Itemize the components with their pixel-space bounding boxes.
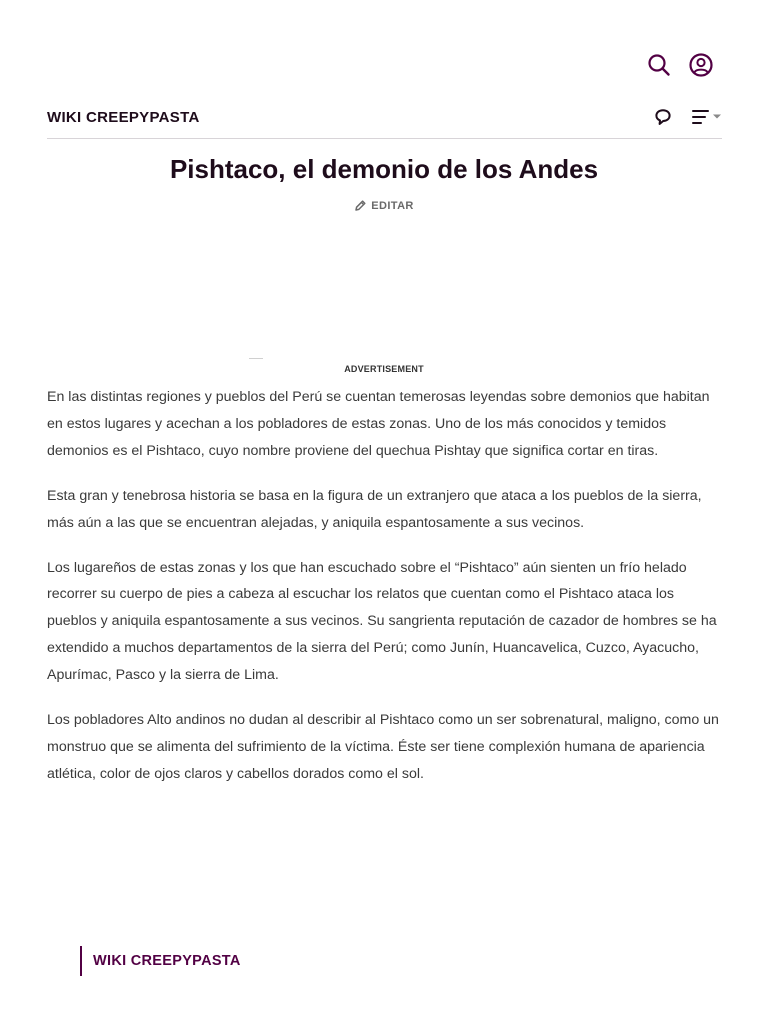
wiki-bar-actions bbox=[654, 108, 722, 126]
wiki-bar bbox=[47, 96, 722, 139]
menu-icon bbox=[692, 108, 722, 126]
global-actions bbox=[644, 50, 716, 80]
edit-label: EDITAR bbox=[371, 199, 414, 212]
footer-wiki-name: WIKI CREEPYPASTA bbox=[93, 953, 241, 969]
speech-bubble-icon bbox=[654, 108, 672, 126]
page-title: Pishtaco, el demonio de los Andes bbox=[169, 154, 599, 184]
edit-button[interactable] bbox=[0, 199, 768, 212]
footer-wiki-link[interactable] bbox=[80, 946, 241, 976]
discussions-button[interactable] bbox=[654, 108, 672, 126]
pencil-icon bbox=[354, 199, 367, 212]
search-button[interactable] bbox=[644, 50, 674, 80]
article-paragraph: Los lugareños de estas zonas y los que han escuchado sobre el “Pishtaco” aún sienten un frío helado recorrer su cuerpo de pies a cabeza al escuchar los relatos que cuentan como el Pishtaco ataca los pueblos y aniquila espantosamente a sus vecinos. Su sangrienta reputación de cazador de hombres se ha extendido a muchos departamentos de la sierra del Perú; como Junín, Huancavelica, Cuzco, Ayacucho, Apurímac, Pasco y la sierra de Lima. bbox=[47, 559, 717, 684]
article-paragraph: Esta gran y tenebrosa historia se basa en la figura de un extranjero que ataca a los pueblos de la sierra, más aún a las que se encuentran alejadas, y aniquila espantosamente a sus vecinos. bbox=[47, 487, 702, 531]
wiki-menu-button[interactable] bbox=[692, 108, 722, 126]
ad-divider bbox=[249, 358, 263, 359]
article-paragraph: Los pobladores Alto andinos no dudan al describir al Pishtaco como un ser sobrenatural, maligno, como un monstruo que se alimenta del sufrimiento de la víctima. Éste ser tiene complexión humana de apariencia atlética, color de ojos claros y cabellos dorados como el sol. bbox=[47, 712, 719, 782]
article-body bbox=[47, 384, 722, 806]
article-paragraph: En las distintas regiones y pueblos del Perú se cuentan temerosas leyendas sobre demonios que habitan en estos lugares y acechan a los pobladores de estas zonas. Uno de los más conocidos y temidos demonios es el Pishtaco, cuyo nombre proviene del quechua Pishtay que significa cortar en tiras. bbox=[47, 389, 710, 459]
search-icon bbox=[647, 53, 671, 77]
user-icon bbox=[688, 52, 714, 78]
user-account-button[interactable] bbox=[686, 50, 716, 80]
advertisement-label: ADVERTISEMENT bbox=[344, 364, 424, 374]
wiki-name-link[interactable]: WIKI CREEPYPASTA bbox=[47, 108, 200, 126]
